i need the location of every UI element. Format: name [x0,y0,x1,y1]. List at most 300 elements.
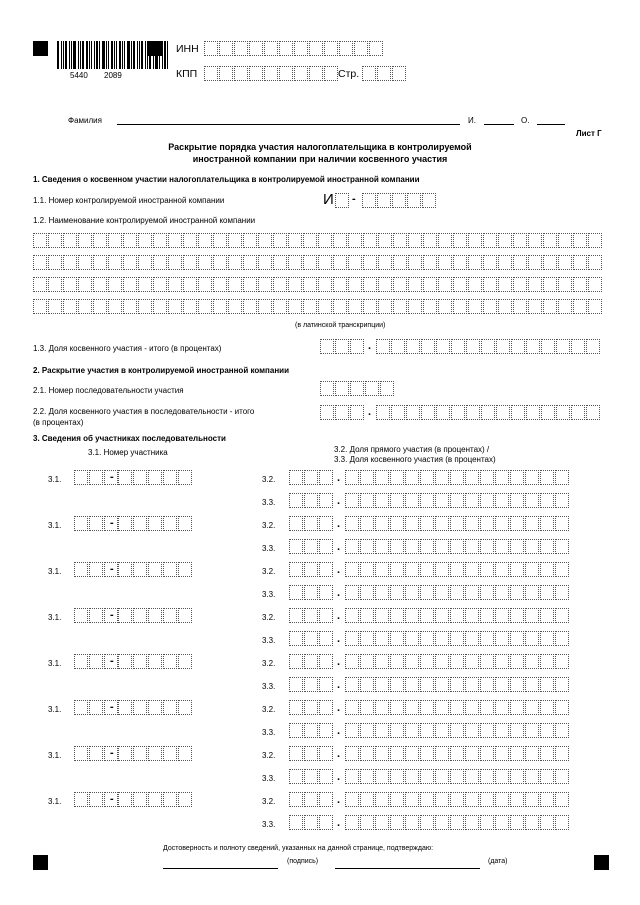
input-cell[interactable] [480,539,494,554]
input-cell[interactable] [405,493,419,508]
input-cell[interactable] [435,815,449,830]
input-cell[interactable] [350,381,364,396]
input-cell[interactable] [525,700,539,715]
input-cell[interactable] [303,233,317,248]
input-cell[interactable] [234,66,248,81]
input-cell[interactable] [420,654,434,669]
input-cell[interactable] [405,608,419,623]
input-cell[interactable] [74,516,88,531]
input-cell[interactable] [481,339,495,354]
input-cell[interactable] [350,339,364,354]
input-cell[interactable] [183,299,197,314]
input-cell[interactable] [178,562,192,577]
input-cell[interactable] [393,277,407,292]
input-cell[interactable] [304,815,318,830]
input-cell[interactable] [294,41,308,56]
input-cell[interactable] [363,277,377,292]
input-cell[interactable] [133,700,147,715]
input-cell[interactable] [319,769,333,784]
input-cell[interactable] [588,299,602,314]
kpp-field[interactable] [204,66,339,81]
input-cell[interactable] [303,255,317,270]
input-cell[interactable] [163,608,177,623]
input-cell[interactable] [123,255,137,270]
input-cell[interactable] [148,470,162,485]
input-cell[interactable] [133,608,147,623]
input-cell[interactable] [93,299,107,314]
input-cell[interactable] [48,233,62,248]
input-cell[interactable] [360,562,374,577]
input-cell[interactable] [168,233,182,248]
input-cell[interactable] [510,585,524,600]
input-cell[interactable] [420,516,434,531]
input-cell[interactable] [33,277,47,292]
direct-share-int[interactable] [289,470,334,485]
input-cell[interactable] [63,233,77,248]
input-cell[interactable] [289,631,303,646]
input-cell[interactable] [450,654,464,669]
input-cell[interactable] [451,405,465,420]
input-cell[interactable] [168,277,182,292]
input-cell[interactable] [468,233,482,248]
input-cell[interactable] [588,255,602,270]
input-cell[interactable] [483,233,497,248]
input-cell[interactable] [555,792,569,807]
indirect-share-frac[interactable] [345,493,570,508]
sequence-share-frac[interactable] [376,405,601,420]
input-cell[interactable] [360,654,374,669]
input-cell[interactable] [289,539,303,554]
direct-share-int[interactable] [289,700,334,715]
input-cell[interactable] [438,255,452,270]
input-cell[interactable] [345,746,359,761]
direct-share-frac[interactable] [345,608,570,623]
input-cell[interactable] [78,299,92,314]
input-cell[interactable] [528,299,542,314]
input-cell[interactable] [333,277,347,292]
input-cell[interactable] [348,255,362,270]
input-cell[interactable] [525,562,539,577]
input-cell[interactable] [421,405,435,420]
input-cell[interactable] [360,631,374,646]
indirect-share-int[interactable] [289,539,334,554]
direct-share-int[interactable] [289,562,334,577]
input-cell[interactable] [525,746,539,761]
input-cell[interactable] [273,255,287,270]
input-cell[interactable] [495,539,509,554]
input-cell[interactable] [453,255,467,270]
input-cell[interactable] [89,470,103,485]
input-cell[interactable] [375,815,389,830]
input-cell[interactable] [555,562,569,577]
input-cell[interactable] [345,769,359,784]
input-cell[interactable] [345,493,359,508]
input-cell[interactable] [393,299,407,314]
input-cell[interactable] [333,299,347,314]
input-cell[interactable] [318,233,332,248]
input-cell[interactable] [289,470,303,485]
input-cell[interactable] [360,700,374,715]
input-cell[interactable] [525,723,539,738]
input-cell[interactable] [496,339,510,354]
input-cell[interactable] [480,792,494,807]
input-cell[interactable] [525,516,539,531]
input-cell[interactable] [48,299,62,314]
input-cell[interactable] [74,470,88,485]
input-cell[interactable] [555,585,569,600]
input-cell[interactable] [63,299,77,314]
input-cell[interactable] [348,299,362,314]
input-cell[interactable] [495,654,509,669]
input-cell[interactable] [556,339,570,354]
input-cell[interactable] [363,255,377,270]
input-cell[interactable] [289,677,303,692]
input-cell[interactable] [543,255,557,270]
input-cell[interactable] [586,339,600,354]
input-cell[interactable] [89,654,103,669]
input-cell[interactable] [525,654,539,669]
input-cell[interactable] [163,700,177,715]
input-cell[interactable] [435,700,449,715]
input-cell[interactable] [466,405,480,420]
input-cell[interactable] [320,381,334,396]
input-cell[interactable] [118,562,132,577]
input-cell[interactable] [258,233,272,248]
input-cell[interactable] [148,562,162,577]
input-cell[interactable] [510,746,524,761]
input-cell[interactable] [289,608,303,623]
input-cell[interactable] [510,792,524,807]
input-cell[interactable] [480,769,494,784]
input-cell[interactable] [345,815,359,830]
input-cell[interactable] [498,299,512,314]
input-cell[interactable] [318,277,332,292]
input-cell[interactable] [148,700,162,715]
input-cell[interactable] [465,746,479,761]
input-cell[interactable] [378,277,392,292]
input-cell[interactable] [318,299,332,314]
input-cell[interactable] [423,299,437,314]
signature-line[interactable] [163,868,278,869]
input-cell[interactable] [495,700,509,715]
input-cell[interactable] [465,792,479,807]
input-cell[interactable] [390,470,404,485]
input-cell[interactable] [360,746,374,761]
input-cell[interactable] [309,41,323,56]
input-cell[interactable] [163,516,177,531]
input-cell[interactable] [319,493,333,508]
input-cell[interactable] [438,233,452,248]
input-cell[interactable] [420,746,434,761]
input-cell[interactable] [480,746,494,761]
indirect-share-int[interactable] [289,815,334,830]
input-cell[interactable] [319,815,333,830]
input-cell[interactable] [78,255,92,270]
input-cell[interactable] [378,299,392,314]
input-cell[interactable] [420,608,434,623]
direct-share-frac[interactable] [345,654,570,669]
input-cell[interactable] [540,654,554,669]
input-cell[interactable] [480,562,494,577]
input-cell[interactable] [465,723,479,738]
input-cell[interactable] [333,255,347,270]
input-cell[interactable] [408,277,422,292]
input-cell[interactable] [183,255,197,270]
input-cell[interactable] [498,255,512,270]
direct-share-frac[interactable] [345,700,570,715]
input-cell[interactable] [435,746,449,761]
input-cell[interactable] [168,255,182,270]
input-cell[interactable] [279,41,293,56]
input-cell[interactable] [319,562,333,577]
input-cell[interactable] [420,792,434,807]
input-cell[interactable] [133,746,147,761]
input-cell[interactable] [138,255,152,270]
input-cell[interactable] [163,654,177,669]
input-cell[interactable] [319,608,333,623]
input-cell[interactable] [540,585,554,600]
input-cell[interactable] [288,233,302,248]
input-cell[interactable] [304,562,318,577]
input-cell[interactable] [495,792,509,807]
input-cell[interactable] [108,255,122,270]
input-cell[interactable] [513,255,527,270]
input-cell[interactable] [465,493,479,508]
input-cell[interactable] [363,299,377,314]
input-cell[interactable] [540,769,554,784]
input-cell[interactable] [407,193,421,208]
input-cell[interactable] [178,654,192,669]
input-cell[interactable] [465,700,479,715]
input-cell[interactable] [289,516,303,531]
participant-number-field[interactable] [118,654,193,669]
input-cell[interactable] [303,299,317,314]
input-cell[interactable] [420,470,434,485]
input-cell[interactable] [390,631,404,646]
input-cell[interactable] [390,723,404,738]
input-cell[interactable] [345,654,359,669]
input-cell[interactable] [93,233,107,248]
input-cell[interactable] [304,654,318,669]
input-cell[interactable] [288,255,302,270]
input-cell[interactable] [375,516,389,531]
input-cell[interactable] [168,299,182,314]
input-cell[interactable] [74,700,88,715]
company-name-row-1[interactable] [33,233,603,248]
input-cell[interactable] [333,233,347,248]
input-cell[interactable] [405,562,419,577]
input-cell[interactable] [319,631,333,646]
input-cell[interactable] [480,585,494,600]
input-cell[interactable] [495,493,509,508]
input-cell[interactable] [74,562,88,577]
input-cell[interactable] [495,608,509,623]
input-cell[interactable] [450,470,464,485]
input-cell[interactable] [362,66,376,81]
input-cell[interactable] [435,769,449,784]
input-cell[interactable] [74,608,88,623]
input-cell[interactable] [435,654,449,669]
input-cell[interactable] [435,608,449,623]
input-cell[interactable] [228,255,242,270]
input-cell[interactable] [543,233,557,248]
input-cell[interactable] [89,792,103,807]
input-cell[interactable] [304,677,318,692]
input-cell[interactable] [273,277,287,292]
sequence-share-int[interactable] [320,405,365,420]
input-cell[interactable] [511,405,525,420]
input-cell[interactable] [89,516,103,531]
input-cell[interactable] [438,299,452,314]
input-cell[interactable] [377,193,391,208]
input-cell[interactable] [540,631,554,646]
input-cell[interactable] [450,815,464,830]
input-cell[interactable] [483,299,497,314]
input-cell[interactable] [510,654,524,669]
input-cell[interactable] [345,470,359,485]
inn-field[interactable] [204,41,384,56]
input-cell[interactable] [138,233,152,248]
input-cell[interactable] [420,493,434,508]
input-cell[interactable] [510,631,524,646]
input-cell[interactable] [362,193,376,208]
input-cell[interactable] [390,562,404,577]
input-cell[interactable] [375,562,389,577]
input-cell[interactable] [363,233,377,248]
participant-number-field[interactable] [118,746,193,761]
indirect-share-int[interactable] [289,677,334,692]
input-cell[interactable] [148,746,162,761]
input-cell[interactable] [588,233,602,248]
direct-share-int[interactable] [289,654,334,669]
company-name-row-4[interactable] [33,299,603,314]
input-cell[interactable] [450,723,464,738]
input-cell[interactable] [405,769,419,784]
input-cell[interactable] [390,516,404,531]
input-cell[interactable] [123,299,137,314]
input-cell[interactable] [405,700,419,715]
input-cell[interactable] [390,815,404,830]
input-cell[interactable] [133,792,147,807]
input-cell[interactable] [405,792,419,807]
input-cell[interactable] [555,516,569,531]
input-cell[interactable] [420,585,434,600]
input-cell[interactable] [435,539,449,554]
input-cell[interactable] [324,66,338,81]
input-cell[interactable] [555,608,569,623]
input-cell[interactable] [228,277,242,292]
input-cell[interactable] [465,677,479,692]
input-cell[interactable] [406,405,420,420]
input-cell[interactable] [526,405,540,420]
input-cell[interactable] [495,470,509,485]
indirect-share-frac[interactable] [345,539,570,554]
input-cell[interactable] [228,233,242,248]
input-cell[interactable] [273,233,287,248]
input-cell[interactable] [304,631,318,646]
input-cell[interactable] [511,339,525,354]
input-cell[interactable] [558,299,572,314]
input-cell[interactable] [375,470,389,485]
input-cell[interactable] [375,769,389,784]
input-cell[interactable] [390,585,404,600]
input-cell[interactable] [450,792,464,807]
input-cell[interactable] [118,792,132,807]
input-cell[interactable] [375,608,389,623]
input-cell[interactable] [89,746,103,761]
input-cell[interactable] [304,493,318,508]
input-cell[interactable] [304,470,318,485]
input-cell[interactable] [258,277,272,292]
input-cell[interactable] [320,339,334,354]
input-cell[interactable] [213,255,227,270]
indirect-share-int[interactable] [289,631,334,646]
input-cell[interactable] [375,746,389,761]
input-cell[interactable] [319,723,333,738]
input-cell[interactable] [558,255,572,270]
input-cell[interactable] [423,255,437,270]
input-cell[interactable] [350,405,364,420]
input-cell[interactable] [513,277,527,292]
input-cell[interactable] [319,470,333,485]
indirect-share-frac[interactable] [345,723,570,738]
input-cell[interactable] [558,233,572,248]
input-cell[interactable] [406,339,420,354]
input-cell[interactable] [163,470,177,485]
input-cell[interactable] [510,562,524,577]
input-cell[interactable] [555,631,569,646]
input-cell[interactable] [304,585,318,600]
participant-number-field[interactable] [118,700,193,715]
input-cell[interactable] [405,516,419,531]
input-cell[interactable] [93,277,107,292]
input-cell[interactable] [408,255,422,270]
input-cell[interactable] [510,539,524,554]
input-cell[interactable] [540,608,554,623]
input-cell[interactable] [289,815,303,830]
input-cell[interactable] [304,608,318,623]
input-cell[interactable] [378,255,392,270]
input-cell[interactable] [540,470,554,485]
input-cell[interactable] [450,539,464,554]
input-cell[interactable] [304,792,318,807]
input-cell[interactable] [304,539,318,554]
input-cell[interactable] [376,339,390,354]
input-cell[interactable] [279,66,293,81]
input-cell[interactable] [465,631,479,646]
input-cell[interactable] [123,277,137,292]
input-cell[interactable] [465,470,479,485]
input-cell[interactable] [335,405,349,420]
input-cell[interactable] [178,516,192,531]
initial-o-line[interactable] [537,124,565,125]
input-cell[interactable] [510,677,524,692]
input-cell[interactable] [525,677,539,692]
input-cell[interactable] [213,277,227,292]
input-cell[interactable] [465,815,479,830]
input-cell[interactable] [375,654,389,669]
input-cell[interactable] [588,277,602,292]
input-cell[interactable] [48,277,62,292]
input-cell[interactable] [495,562,509,577]
input-cell[interactable] [360,539,374,554]
input-cell[interactable] [74,792,88,807]
input-cell[interactable] [118,746,132,761]
input-cell[interactable] [450,562,464,577]
input-cell[interactable] [422,193,436,208]
input-cell[interactable] [420,677,434,692]
direct-share-int[interactable] [289,516,334,531]
